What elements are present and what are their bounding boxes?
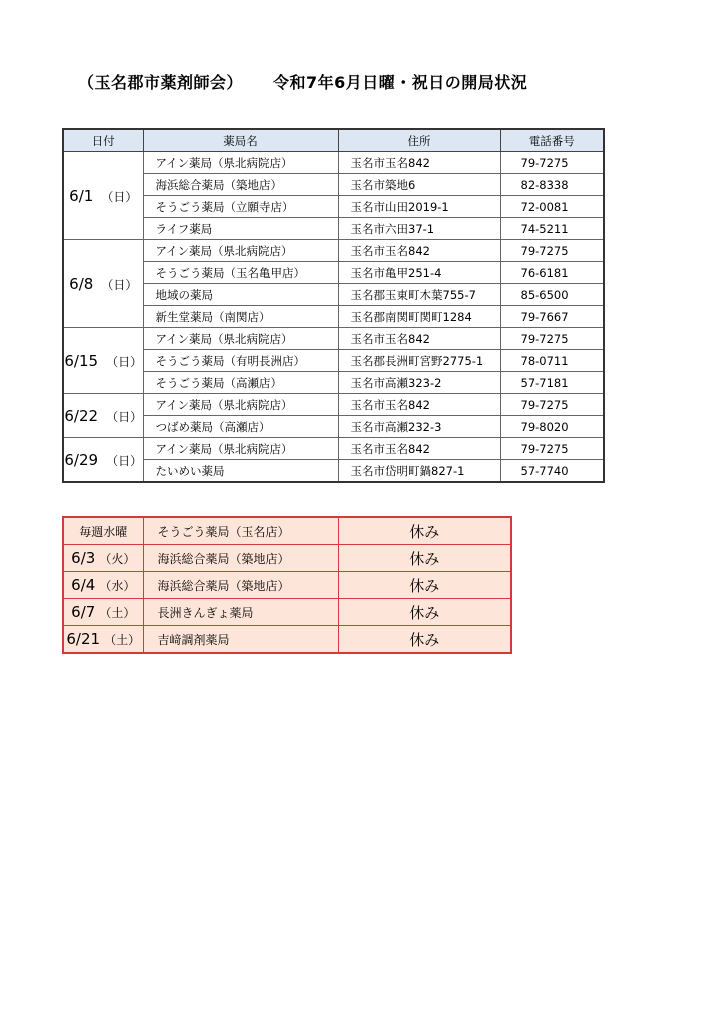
closure-row xyxy=(63,599,511,626)
date-value: 6/1 xyxy=(69,186,94,205)
closure-pharmacy-cell: 吉﨑調剤薬局 xyxy=(143,626,338,654)
table-row xyxy=(63,174,604,196)
address-cell: 玉名市玉名842 xyxy=(338,328,500,350)
address-cell: 玉名市築地6 xyxy=(338,174,500,196)
closure-row xyxy=(63,517,511,545)
phone-cell: 79-7667 xyxy=(500,306,604,328)
closure-pharmacy-cell: 海浜総合薬局（築地店） xyxy=(143,545,338,572)
closure-date-cell xyxy=(63,545,143,572)
phone-cell: 85-6500 xyxy=(500,284,604,306)
phone-cell: 57-7740 xyxy=(500,460,604,483)
header-date: 日付 xyxy=(63,129,143,152)
closure-status-cell: 休み xyxy=(338,599,511,626)
table-row xyxy=(63,284,604,306)
closure-row xyxy=(63,626,511,654)
address-cell: 玉名市玉名842 xyxy=(338,438,500,460)
date-cell xyxy=(63,438,143,483)
closure-pharmacy-cell: そうごう薬局（玉名店） xyxy=(143,517,338,545)
page-title xyxy=(78,70,527,93)
schedule-header-row xyxy=(63,129,604,152)
phone-cell: 57-7181 xyxy=(500,372,604,394)
closure-status-cell: 休み xyxy=(338,545,511,572)
phone-cell: 79-8020 xyxy=(500,416,604,438)
closure-date: 6/4 xyxy=(71,576,96,594)
address-cell: 玉名郡南関町関町1284 xyxy=(338,306,500,328)
closure-date: 6/7 xyxy=(71,603,96,621)
opening-schedule-table xyxy=(62,128,605,483)
closure-date-cell xyxy=(63,599,143,626)
table-row xyxy=(63,394,604,416)
closure-status-cell: 休み xyxy=(338,572,511,599)
table-row xyxy=(63,416,604,438)
closure-row xyxy=(63,545,511,572)
pharmacy-name-cell: つばめ薬局（高瀬店） xyxy=(143,416,338,438)
weekday-value: （日） xyxy=(106,453,143,468)
phone-cell: 72-0081 xyxy=(500,196,604,218)
closure-status-cell: 休み xyxy=(338,626,511,654)
weekday-value: （日） xyxy=(101,189,138,204)
table-row xyxy=(63,306,604,328)
pharmacy-name-cell: アイン薬局（県北病院店） xyxy=(143,438,338,460)
phone-cell: 79-7275 xyxy=(500,240,604,262)
closure-date-cell xyxy=(63,572,143,599)
address-cell: 玉名市高瀬232-3 xyxy=(338,416,500,438)
weekday-value: （日） xyxy=(101,277,138,292)
date-value: 6/29 xyxy=(64,450,99,469)
closure-pharmacy-cell: 長洲きんぎょ薬局 xyxy=(143,599,338,626)
table-row xyxy=(63,196,604,218)
weekday-value: （日） xyxy=(106,409,143,424)
header-pharmacy: 薬局名 xyxy=(143,129,338,152)
closure-weekday: （水） xyxy=(99,579,136,593)
title-heading: 令和7年6月日曜・祝日の開局状況 xyxy=(273,73,528,92)
pharmacy-name-cell: たいめい薬局 xyxy=(143,460,338,483)
pharmacy-name-cell: そうごう薬局（高瀬店） xyxy=(143,372,338,394)
closure-weekday: （土） xyxy=(104,633,141,647)
pharmacy-name-cell: そうごう薬局（有明長洲店） xyxy=(143,350,338,372)
closure-pharmacy-cell: 海浜総合薬局（築地店） xyxy=(143,572,338,599)
closure-table xyxy=(62,516,512,654)
closure-date: 6/3 xyxy=(71,549,96,567)
date-cell xyxy=(63,328,143,394)
closure-date-cell xyxy=(63,517,143,545)
table-row xyxy=(63,460,604,483)
address-cell: 玉名郡長洲町宮野2775-1 xyxy=(338,350,500,372)
closure-date-cell xyxy=(63,626,143,654)
closure-weekday: （火） xyxy=(99,552,136,566)
address-cell: 玉名市玉名842 xyxy=(338,152,500,174)
date-value: 6/22 xyxy=(64,406,99,425)
pharmacy-name-cell: アイン薬局（県北病院店） xyxy=(143,240,338,262)
date-cell xyxy=(63,152,143,240)
table-row xyxy=(63,152,604,174)
address-cell: 玉名郡玉東町木葉755-7 xyxy=(338,284,500,306)
date-value: 6/8 xyxy=(69,274,94,293)
pharmacy-name-cell: アイン薬局（県北病院店） xyxy=(143,394,338,416)
table-row xyxy=(63,240,604,262)
phone-cell: 79-7275 xyxy=(500,328,604,350)
pharmacy-name-cell: 地域の薬局 xyxy=(143,284,338,306)
address-cell: 玉名市六田37-1 xyxy=(338,218,500,240)
phone-cell: 78-0711 xyxy=(500,350,604,372)
table-row xyxy=(63,372,604,394)
phone-cell: 74-5211 xyxy=(500,218,604,240)
date-value: 6/15 xyxy=(64,351,99,370)
association-name: （玉名郡市薬剤師会） xyxy=(78,73,244,92)
closure-date: 6/21 xyxy=(66,630,101,648)
pharmacy-name-cell: そうごう薬局（玉名亀甲店） xyxy=(143,262,338,284)
pharmacy-name-cell: アイン薬局（県北病院店） xyxy=(143,152,338,174)
header-phone: 電話番号 xyxy=(500,129,604,152)
closure-row xyxy=(63,572,511,599)
address-cell: 玉名市玉名842 xyxy=(338,394,500,416)
date-cell xyxy=(63,394,143,438)
pharmacy-name-cell: アイン薬局（県北病院店） xyxy=(143,328,338,350)
phone-cell: 79-7275 xyxy=(500,394,604,416)
table-row xyxy=(63,328,604,350)
table-row xyxy=(63,218,604,240)
header-address: 住所 xyxy=(338,129,500,152)
address-cell: 玉名市亀甲251-4 xyxy=(338,262,500,284)
closure-date: 毎週水曜 xyxy=(79,524,128,539)
closure-weekday: （土） xyxy=(99,606,136,620)
address-cell: 玉名市山田2019-1 xyxy=(338,196,500,218)
phone-cell: 76-6181 xyxy=(500,262,604,284)
phone-cell: 79-7275 xyxy=(500,152,604,174)
table-row xyxy=(63,350,604,372)
address-cell: 玉名市高瀬323-2 xyxy=(338,372,500,394)
address-cell: 玉名市岱明町鍋827-1 xyxy=(338,460,500,483)
weekday-value: （日） xyxy=(106,354,143,369)
closure-status-cell: 休み xyxy=(338,517,511,545)
pharmacy-name-cell: ライフ薬局 xyxy=(143,218,338,240)
pharmacy-name-cell: そうごう薬局（立願寺店） xyxy=(143,196,338,218)
phone-cell: 82-8338 xyxy=(500,174,604,196)
date-cell xyxy=(63,240,143,328)
phone-cell: 79-7275 xyxy=(500,438,604,460)
table-row xyxy=(63,262,604,284)
table-row xyxy=(63,438,604,460)
address-cell: 玉名市玉名842 xyxy=(338,240,500,262)
pharmacy-name-cell: 海浜総合薬局（築地店） xyxy=(143,174,338,196)
pharmacy-name-cell: 新生堂薬局（南関店） xyxy=(143,306,338,328)
